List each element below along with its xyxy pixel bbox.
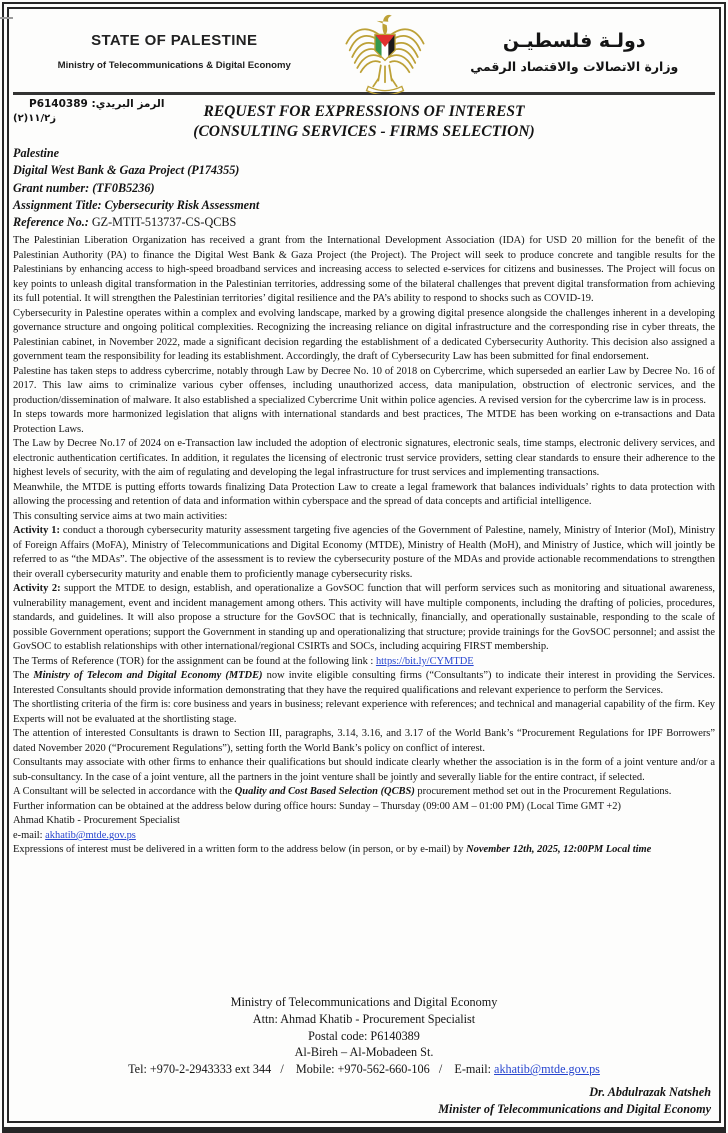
meta-assignment: Assignment Title: Cybersecurity Risk Assessment xyxy=(13,197,260,212)
para-cybercrime-law xyxy=(13,365,715,409)
text-run: Further information can be obtained at the address below during office hours: Sunday – Thursday (09:00 AM – 01:00 PM) (Local Time GMT +2) xyxy=(13,800,621,812)
letterhead-english xyxy=(17,32,332,71)
address-attn: Attn: Ahmad Khatib - Procurement Specialist xyxy=(252,1011,476,1026)
address-postal-code: Postal code: P6140389 xyxy=(308,1028,420,1043)
letterhead xyxy=(13,11,715,95)
para-selection-method xyxy=(13,785,715,800)
para-activities-intro xyxy=(13,510,715,525)
para-tor-link xyxy=(13,655,715,670)
emblem-container xyxy=(332,10,438,94)
para-contact-name xyxy=(13,814,715,829)
meta-project: Digital West Bank & Gaza Project (P174355) xyxy=(13,163,240,178)
state-title-ar: دولـة فلسطيـن xyxy=(502,29,646,52)
text-run: Quality and Cost Based Selection (QCBS) xyxy=(234,786,415,798)
text-run: Meanwhile, the MTDE is putting efforts towards finalizing Data Protection Law to create a legal framework that balances individuals’ rights to data protection with allowing the processing and retention of data and information within cyberspace and the spread of data concepts and artificial intelligence. xyxy=(13,481,715,508)
para-etransaction-law xyxy=(13,437,715,481)
text-run: procurement method set out in the Procurement Regulations. xyxy=(414,786,672,798)
text-run: Palestine has taken steps to address cybercrime, notably through Law by Decree No. 10 of 2018 on Cybercrime, which superseded an earlier Law by Decree No. 16 of 2017. This law aims to criminalize various cyber offenses, including unauthorized access, data manipulation, obstruction of electronic services, and the production/dissemination of malware. It also established a specialized Cybercrime Unit within police agencies. A revised version for the cybercrime law is in process. xyxy=(13,365,715,406)
text-run: Activity 2: xyxy=(13,583,61,595)
para-grant xyxy=(13,234,715,307)
meta-grant: Grant number: (TF0B5236) xyxy=(13,180,155,195)
document-title-line1: REQUEST FOR EXPRESSIONS OF INTEREST xyxy=(203,103,525,120)
text-run: Expressions of interest must be delivered in a written form to the address below (in person, or by e-mail) by xyxy=(13,844,467,856)
para-further-info xyxy=(13,800,715,815)
meta-reference-value: GZ-MTIT-513737-CS-QCBS xyxy=(88,215,237,230)
text-run: Ahmad Khatib - Procurement Specialist xyxy=(13,815,180,827)
para-invitation xyxy=(13,669,715,698)
text-run: Cybersecurity in Palestine operates within a complex and evolving landscape, marked by a growing digital presence alongside the challenges inherent in a developing governance structure and ongoing political complexities. Recognizing the increasing reliance on digital infrastructure and the corresponding rise in cyber threats, the Palestinian cabinet, in November 2022, made a significant decision regarding the establishment of a dedicated Cybersecurity Authority. This decision also assigned a government team the responsibility for leading its establishment. Accordingly, the draft of Cybersecurity Law has been submitted for final endorsement. xyxy=(13,307,715,363)
meta-reference xyxy=(13,214,715,231)
address-tel-mobile: Tel: +970-2-2943333 ext 344 / Mobile: +970-562-660-106 / E-mail: xyxy=(128,1062,495,1077)
flag-shield xyxy=(374,34,394,61)
text-run: November 12th, 2025, 12:00PM Local time xyxy=(466,844,652,856)
para-activity-1 xyxy=(13,524,715,582)
para-activity-2 xyxy=(13,582,715,655)
state-title-en: STATE OF PALESTINE xyxy=(91,32,258,49)
tor-link[interactable]: https://bit.ly/CYMTDE xyxy=(375,655,474,667)
text-run: The Palestinian Liberation Organization has received a grant from the International Development Association (IDA) for USD 20 million for the benefit of the Palestinian Authority (PA) to finance the Digital West Bank & Gaza Project (the Project). The Project will seek to produce concrete and tangible results for the Palestinians by enhancing access to high-speed broadband services and increasing access to selected e-services for citizens and businesses. The Project will focus on key points to unleash digital transformation in the Palestinian territories, addressing some of the bilateral challenges that prevent digital transformation from achieving its full potential. It will strengthen the Palestinian territories’ digital resilience and the PA’s ability to respond to shocks such as COVID-19. xyxy=(13,235,715,305)
para-harmonized-legislation xyxy=(13,408,715,437)
eagle-head xyxy=(376,14,391,34)
address-ministry: Ministry of Telecommunications and Digital Economy xyxy=(230,995,498,1010)
meta-country: Palestine xyxy=(13,146,60,160)
text-run: In steps towards more harmonized legislation that aligns with international standards and best practices, The MTDE has been working on e-transactions and Data Protection Laws. xyxy=(13,409,715,435)
text-run: A Consultant will be selected in accordance with the xyxy=(13,786,235,798)
submission-address xyxy=(13,994,715,1078)
meta-reference-label: Reference No.: xyxy=(13,215,89,230)
document-content xyxy=(13,11,715,1120)
file-reference-mark: (٢)١١/٢ز xyxy=(13,113,56,124)
body-paragraphs xyxy=(13,234,715,1004)
contact-email-link[interactable]: akhatib@mtde.gov.ps xyxy=(45,829,136,841)
text-run: The Law by Decree No.17 of 2024 on e-Transaction law included the adoption of electronic signatures, electronic seals, time stamps, electronic delivery services, and electronic authentication certificates. In addition, it regulates the licensing of electronic trust service providers, setting clear standards to ensure their adherence to the highest levels of security, with the aim of regulating and developing the legal infrastructure for trust services and implementing transactions. xyxy=(13,438,715,479)
para-shortlisting xyxy=(13,698,715,727)
para-deadline xyxy=(13,843,715,858)
text-run: now invite eligible consulting firms (“Consultants”) to indicate their interest in providing the Services. Interested Consultants should provide information demonstrating that they have the required qualifications and relevant experience to perform the Services. xyxy=(13,670,715,696)
fold-mark xyxy=(0,17,13,19)
text-run: This consulting service aims at two main activities: xyxy=(13,510,228,522)
assignment-meta xyxy=(13,145,715,231)
signature-block xyxy=(438,1084,711,1117)
signatory-title: Minister of Telecommunications and Digital Economy xyxy=(438,1101,711,1116)
para-conflict-of-interest xyxy=(13,727,715,756)
footer-email-link[interactable]: akhatib@mtde.gov.ps xyxy=(494,1062,600,1077)
text-run: The shortlisting criteria of the firm is: core business and years in business; relevant experience with references; and technical and managerial capability of the firm. Key Experts will not be evaluated at the shortlisting stage. xyxy=(13,699,715,725)
ministry-title-ar: وزارة الاتصالات والاقتصاد الرقمي xyxy=(470,58,679,74)
text-run: support the MTDE to design, establish, and operationalize a GovSOC function that will perform services such as monitoring and situational awareness, vulnerability management, event and incident management among others. This activity will have multiple components, including the drafting of policies, procedures, standards, and guidelines. It will also propose a structure for the GovSOC that is technically, financially, and operationally sustainable, responding to the scale of possible Government operations; support the Government in standing up and operationalizing that structure; provide trainings for the GovSOC personnel; and assist the GovSOC to establish relationships with other international/regional CSIRTs and SOCs, including acquiring FIRST membership. xyxy=(13,583,715,653)
text-run: Activity 1: xyxy=(13,525,60,537)
text-run: The Terms of Reference (TOR) for the assignment can be found at the following link : xyxy=(13,655,376,667)
signatory-name: Dr. Abdulrazak Natsheh xyxy=(589,1085,711,1100)
text-run: Ministry of Telecom and Digital Economy (MTDE) xyxy=(33,670,263,682)
text-run: e-mail: xyxy=(13,829,46,841)
text-run: conduct a thorough cybersecurity maturity assessment targeting five agencies of the Government of Palestine, namely, Ministry of Interior (MoI), Ministry of Foreign Affairs (MoFA), Ministry of Telecommunications and Digital Economy (MTDE), Ministry of Health (MoH), and Ministry of Justice, which will jointly be referred to as “the MDAs”. The objective of the assessment is to review the cybersecurity posture of the MDAs and provide actionable recommendations to strengthen their overall cybersecurity maturity and enable them to proficiently manage cybersecurity risks. xyxy=(13,525,715,580)
para-contact-email xyxy=(13,829,715,844)
postal-code-line: الرمز البريدي: P6140389 xyxy=(29,98,165,110)
para-cybersecurity-landscape xyxy=(13,307,715,365)
text-run: The xyxy=(13,670,34,682)
text-run: The attention of interested Consultants is drawn to Section III, paragraphs, 3.14, 3.16, and 3.17 of the World Bank’s “Procurement Regulations for IPF Borrowers” dated November 2020 (“Procurement Regulations”), setting forth the World Bank’s policy on conflict of interest. xyxy=(13,728,715,754)
address-street: Al-Bireh – Al-Mobadeen St. xyxy=(294,1045,434,1060)
document-title-line2: (CONSULTING SERVICES - FIRMS SELECTION) xyxy=(193,122,535,140)
letterhead-arabic xyxy=(438,30,711,74)
ministry-title-en: Ministry of Telecommunications & Digital Economy xyxy=(57,60,291,71)
palestine-eagle-emblem xyxy=(333,10,437,94)
text-run: Consultants may associate with other firms to enhance their qualifications but should indicate clearly whether the association is in the form of a joint venture and/or a sub-consultancy. In the case of a joint venture, all the partners in the joint venture shall be jointly and severally liable for the entire contract, if selected. xyxy=(13,757,715,783)
para-data-protection xyxy=(13,481,715,510)
address-contact-line xyxy=(13,1061,715,1078)
para-association xyxy=(13,756,715,785)
